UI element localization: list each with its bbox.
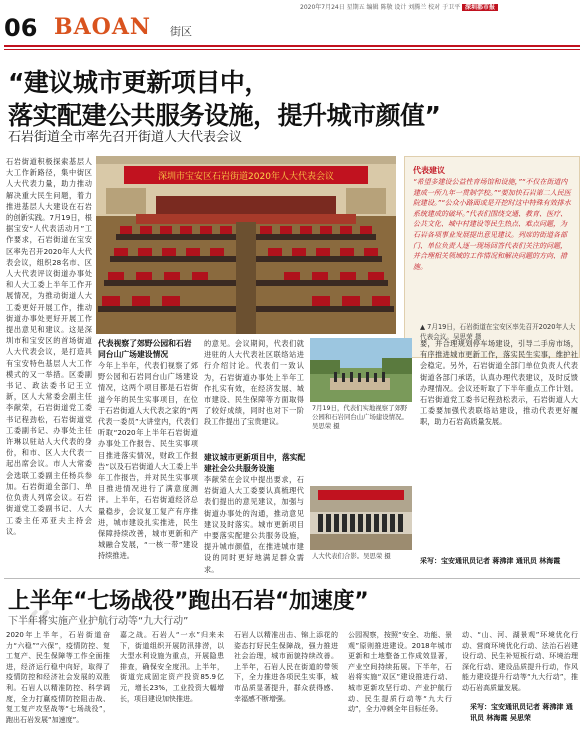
article2-byline: 采写：宝安通讯员记者 蒋沸津 通讯员 林海霞 吴思荣 (470, 703, 573, 722)
block-b-heading: 建议城市更新项目中，落实配建社会公共服务设施 (204, 453, 306, 473)
header-rule-thin (4, 49, 580, 50)
headline-line-2: 落实配建公共服务设施，提升城市颜值” (8, 101, 441, 130)
article1-byline: 采写：宝安通讯员记者 蒋沸津 通讯员 林海霞 (420, 557, 561, 565)
block-b2-text: 李献荣在会议中提出要求，石岩街道人大工委要认真梳理代表们提出的意见建议，加强与街道办事处的沟通，推动意见建议及时落实。城市更新项目中要落实配建公共服务设施，提升城市颜值，在推进城市建设的同时更好地满足群众需求。 (204, 475, 304, 574)
article2-column-2: 嘉之战。石岩人“一水”归来未下，街道组织开展防汛排涝，以大型水利设施为重点，开展隐患排查，确保安全度汛。上半年，街道完成固定资产投资85.9亿元，增长23%，工业投资大幅增长，项目建设加快推进。 (120, 631, 224, 703)
photo2-caption: 7月19日，代表们实地视察了郊野公园和石岩同台山广场建设情况。吴思荣 摄 (312, 404, 408, 430)
page-number: 06 (4, 14, 38, 42)
header-rule (4, 45, 580, 47)
article2-headline: 上半年“七场战役”跑出石岩“加速度” (8, 589, 369, 614)
article2-column-1: 2020年上半年，石岩街道奋力“六稳”“六保”，疫情防控、复工复产、民生保障等工作全面推进，经济运行稳中向好，取得了疫情防控和经济社会发展的双胜利。石岩人以精准防控、科学调度，全力打赢疫情防控阻击战、复工复产攻坚战等“七场战役”，跑出石岩发展“加速度”。 (6, 631, 110, 724)
brand-logo: 深圳都市报 (462, 4, 498, 11)
headline-line-1: “建议城市更新项目中， (8, 68, 269, 97)
article-separator (4, 578, 580, 579)
article2-column-3: 石岩人以精准出击、锦上添花的姿态打好民生保障战，强力推进社会治理，城市面貌持续改善。上半年，石岩人民在街道的带领下，全力推进各项民生实事，城市品质显著提升，群众获得感、幸福感不断增强。 (234, 631, 338, 703)
sidebar-tag: 代表建议 (413, 166, 445, 175)
quote-mark-decoration: “ (22, 599, 53, 669)
article2-subhead: 下半年将实施产业护航行动等“九大行动” (8, 616, 189, 627)
photo1-caption: ▲ 7月19日，石岩街道在宝安区率先召开2020年人大代表会议。吴思荣 摄 (420, 323, 576, 341)
section-title: BAOAN (54, 14, 152, 40)
dateline (300, 2, 580, 11)
lead-column: 石岩街道积极探索基层人大工作新路径，集中街区人大代表力量，助力推动解决重大民生问题，着力推进基层人大建设在石岩的创新实践。7月19日，根据宝安“人代表活动月”工作要求，石岩街道在宝安区率先召开2020年人大代表会议，组织28名市、区人大代表评议街道办事处和人大工委上半年工作开展情况，为推动街道人大工委更好开展工作，推动街道办事处更好开展工作提出意见和建议。这是深圳市和宝安区的首场街道人大代表会议，是打造具有宝安特色基层人大工作模式的又一举措。区委副书记、政法委书记王立新，区人大常委会副主任李献荣，石岩街道党工委书记程劲松，石岩街道党工委副书记、办事处主任许琳以驻站人大代表的身份，和市、区人大代表一起出席会议。市人大常委会选联工委副主任杨兵参加。石岩街道全部门、单位负责人列席会议。石岩街道党工委副书记、人大工委主任邓亚夫主持会议。 (6, 157, 92, 536)
section-subtitle: 街区 (170, 25, 192, 38)
block-b-text: 的意见。会议期间，代表们就进驻的人大代表社区联络站进行介绍讨论。代表们一致认为，石岩街道办事处上半年工作扎实有效，在经济发展、城市建设、民生保障等方面取得了较好成绩，同时也对下一阶段工作提出了宝贵建议。 (204, 339, 304, 427)
block-a-text: 今年上半年，代表们视察了郊野公园和石岩同台山广场建设情况，这两个项目都是石岩街道今年的民生实事项目，在位于石岩街道人大代表之家的“两代表一委员”大讲堂内，代表们听取“2020年上半年石岩街道办事处工作报告、民生实事项目推进落实情况，财政工作报告”以及石岩街道人大工委上半年工作报告，并对民生实事项目推进情况进行了满意度测评。上半年，石岩街道经济总量稳步，会议复工复产有序推进，城市建设扎实推进，民生保障持续改善，城市更新和产城融合发展，“一核一带”建设持续推进。 (98, 361, 198, 561)
dateline-text: 2020年7月24日 星期五 编辑 陈敬 设计 刘腾兰 校对 于卫平 (300, 4, 461, 11)
photo-banner-text: 深圳市宝安区石岩街道2020年人大代表会议 (158, 172, 334, 182)
park-visit-photo (310, 338, 412, 402)
subheadline: 石岩街道全市率先召开街道人大代表会议 (8, 130, 243, 145)
photo3-caption: 人大代表们合影。吴思荣 摄 (312, 552, 391, 560)
sidebar-text: “希望多建设公益性育场馆和设施，”“不仅在街道内建成一所九年一贯制学校。”“要加快石岩第二人民医院建设。”“公众小路面或是开挖时这中特殊有效排水系统建成的破坏。”代表们围绕交通、教育、医疗、公共文化、城中村建设等民生热点、难点问题，为石岩各项事业发展提出意见建议。列席的街道各部门、单位负责人逐一现场回答代表们关注的问题，并合理相关领域的工作情况和解决问题的方向、措施。 (413, 178, 571, 271)
article2-column-5: 动、“山、河、湖景观”环境优化行动、营商环境优化行动、法治石岩建设行动、民生补短板行动、环境治理深化行动、建设品质提升行动，作风能力建设提升行动等“九大行动”，推动石岩高质量发展。 (462, 631, 578, 692)
block-c-text: 要，并合理规划停车场建设，引导二手房市场，有序推进城市更新工作，落实民生实事，维护社会稳定。另外，石岩街道全部门单位负责人代表街道各部门承诺，认真办理代表建议，及时反馈办理情况。会议还听取了下半年重点工作计划。石岩街道党工委书记程劲松表示，石岩街道人大工委要加强代表联络站建设，推动代表更好履职，助力石岩高质量发展。 (420, 339, 578, 427)
group-photo (310, 486, 412, 550)
meeting-photo (96, 156, 396, 334)
block-a-heading: 代表视察了郊野公园和石岩同台山广场建设情况 (98, 339, 192, 359)
article2-column-4: 公园视察，按照“安全、功能、景观”原则推进建设。2018年城市更新和土地整备工作成效显著，产业空间持续拓展。下半年，石岩将实施“双区”建设推进行动、城市更新攻坚行动、产业护航行动、民生提质行动等“九大行动”，全力冲刺全年目标任务。 (348, 631, 452, 714)
